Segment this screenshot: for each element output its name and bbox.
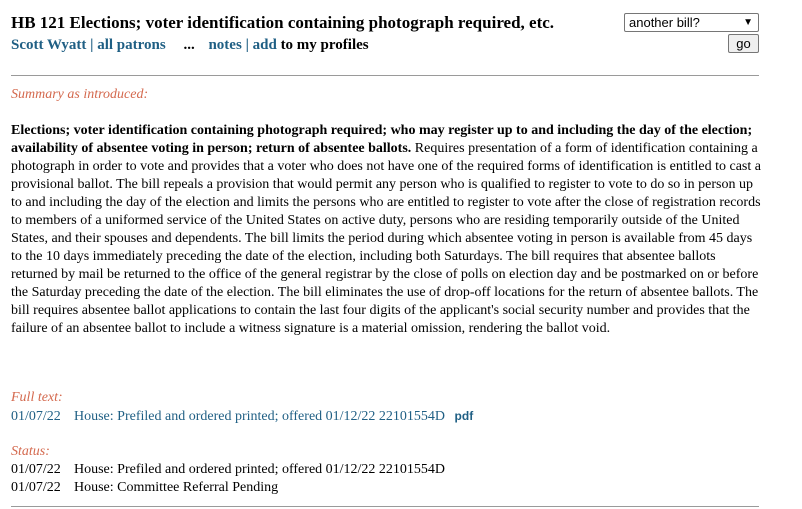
summary-lead: Elections; voter identification containing photograph required; who may register up to and including the day of the election; availability of absentee voting in person; return of absentee ballots. (11, 123, 753, 156)
summary-text (11, 122, 763, 338)
all-patrons-link[interactable]: all patrons (97, 37, 166, 53)
add-link[interactable]: add (252, 37, 277, 53)
divider-bottom (11, 506, 759, 507)
status-entry (11, 479, 278, 497)
summary-body: Requires presentation of a form of identification containing a photograph in order to vote and provides that a voter who does not have one of the required forms of identification is entitled to cast a provisional ballot. The bill repeals a provision that would permit any person who is qualified to register to vote to do so in person up to and including the day of the election and limits the persons who are entitled to register to vote after the close of registration records to members of a uniformed service of the United States on active duty, persons who are residing temporarily outside of the United States, and their spouses and dependents. The bill limits the period during which absentee voting in person is available from 45 days to the 10 days immediately preceding the date of the election, including both Saturdays. The bill requires that absentee ballots returned by mail be returned to the office of the general registrar by the close of polls on election day and be postmarked on or before the Saturday preceding the date of the election. The bill eliminates the use of drop-off locations for the return of absentee ballots. The bill requires absentee ballot applications to contain the last four digits of the applicant's social security number and provides that the failure of an absentee ballot to include a witness signature is a material omission, rendering the ballot void. (11, 141, 761, 336)
patron-link[interactable]: Scott Wyatt (11, 37, 87, 53)
divider-top (11, 75, 759, 76)
status-description: House: Prefiled and ordered printed; offered 01/12/22 22101554D (74, 462, 446, 477)
go-button[interactable]: go (728, 34, 759, 53)
full-text-link[interactable] (11, 409, 445, 424)
status-label: Status: (11, 444, 50, 459)
status-description: House: Committee Referral Pending (74, 480, 279, 495)
full-text-label: Full text: (11, 390, 63, 405)
bill-select[interactable] (624, 13, 759, 32)
status-date: 01/07/22 (11, 462, 61, 477)
separator: | (90, 37, 94, 53)
summary-label: Summary as introduced: (11, 87, 149, 102)
full-text-date: 01/07/22 (11, 409, 61, 424)
full-text-entry (11, 407, 473, 426)
chevron-down-icon: ▼ (743, 17, 753, 28)
notes-link[interactable]: notes (208, 37, 242, 53)
status-date: 01/07/22 (11, 480, 61, 495)
bill-select-value: another bill? (629, 15, 700, 30)
full-text-description: House: Prefiled and ordered printed; offered 01/12/22 22101554D (74, 409, 446, 424)
status-entry (11, 461, 445, 479)
profiles-suffix: to my profiles (280, 37, 369, 53)
bill-title: HB 121 Elections; voter identification containing photograph required, etc. (11, 13, 555, 32)
ellipsis: ... (183, 37, 195, 53)
patron-line (11, 35, 611, 55)
bill-header (11, 12, 611, 55)
pdf-link[interactable]: pdf (454, 409, 474, 423)
separator: | (245, 37, 249, 53)
